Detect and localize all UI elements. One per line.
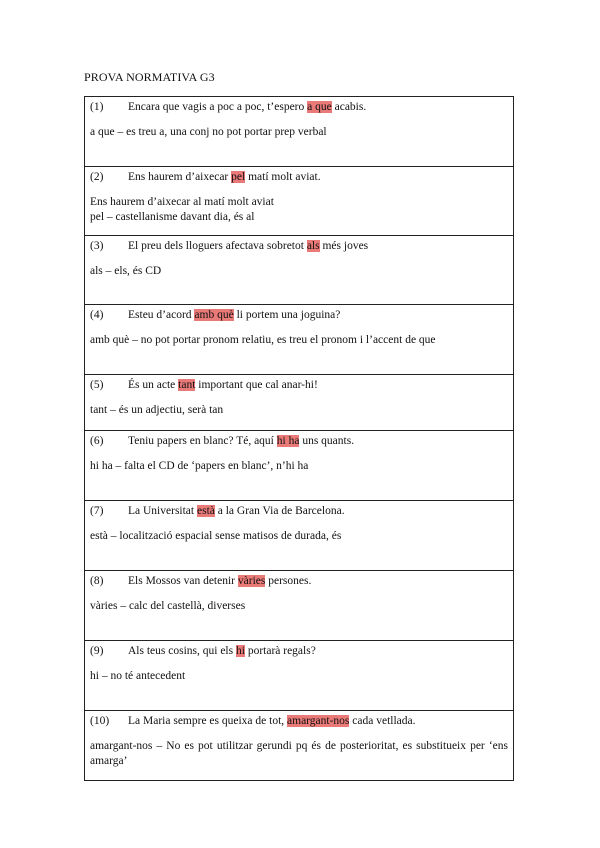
explanation-line: està – localització espacial sense matisos de durada, és — [90, 530, 342, 542]
explanation — [90, 739, 508, 769]
explanation — [90, 669, 508, 684]
table-cell — [85, 236, 514, 305]
sentence-text: És un acte — [128, 379, 179, 391]
highlighted-error: als — [306, 240, 320, 252]
sentence-text: matí molt aviat. — [245, 171, 321, 183]
highlighted-error: vàries — [237, 575, 266, 587]
exercise-table-body — [85, 97, 514, 781]
item-number: (3) — [90, 240, 104, 252]
explanation — [90, 195, 508, 225]
highlighted-error: hi — [235, 645, 245, 657]
table-cell — [85, 97, 514, 167]
sentence — [90, 308, 508, 323]
explanation-line: tant – és un adjectiu, serà tan — [90, 404, 224, 416]
sentence — [90, 714, 508, 729]
sentence-text: La Universitat — [128, 505, 197, 517]
table-cell — [85, 711, 514, 781]
explanation-line: amargant-nos – No es pot utilitzar gerundi pq és de posterioritat, es substitueix per ‘ens amarga’ — [90, 740, 508, 767]
item-number: (9) — [90, 645, 104, 657]
sentence-text: li portem una joguina? — [233, 309, 341, 321]
explanation-line: a que – es treu a, una conj no pot portar prep verbal — [90, 126, 327, 138]
sentence-text: El preu dels lloguers afectava sobretot — [128, 240, 307, 252]
table-row — [85, 431, 514, 501]
table-cell — [85, 431, 514, 501]
sentence-text: Els Mossos van detenir — [128, 575, 238, 587]
sentence — [90, 378, 508, 393]
highlighted-error: amargant-nos — [287, 715, 350, 727]
explanation — [90, 333, 508, 348]
explanation — [90, 125, 508, 140]
sentence — [90, 434, 508, 449]
sentence-text: persones. — [265, 575, 312, 587]
explanation-line: als – els, és CD — [90, 265, 162, 277]
explanation-line: hi – no té antecedent — [90, 670, 186, 682]
sentence — [90, 644, 508, 659]
sentence-text: important que cal anar-hi! — [195, 379, 318, 391]
table-cell — [85, 305, 514, 375]
explanation-line: Ens haurem d’aixecar al matí molt aviat — [90, 196, 274, 208]
table-cell — [85, 641, 514, 711]
sentence-text: La Maria sempre es queixa de tot, — [128, 715, 288, 727]
highlighted-error: està — [196, 505, 215, 517]
table-row — [85, 711, 514, 781]
table-row — [85, 501, 514, 571]
sentence-text: portarà regals? — [244, 645, 316, 657]
table-row — [85, 97, 514, 167]
sentence — [90, 504, 508, 519]
sentence-text: més joves — [319, 240, 369, 252]
item-number: (7) — [90, 505, 104, 517]
sentence-text: acabis. — [331, 101, 367, 113]
exercise-table — [84, 96, 514, 781]
item-number: (4) — [90, 309, 104, 321]
table-row — [85, 375, 514, 431]
explanation — [90, 459, 508, 474]
explanation-line: vàries – calc del castellà, diverses — [90, 600, 246, 612]
table-row — [85, 305, 514, 375]
item-number: (5) — [90, 379, 104, 391]
table-cell — [85, 571, 514, 641]
sentence — [90, 100, 508, 115]
table-cell — [85, 167, 514, 236]
table-row — [85, 167, 514, 236]
explanation-line: hi ha – falta el CD de ‘papers en blanc’, n’hi ha — [90, 460, 309, 472]
explanation-line: pel – castellanisme davant dia, és al — [90, 211, 255, 223]
sentence-text: a la Gran Via de Barcelona. — [214, 505, 345, 517]
page-title: PROVA NORMATIVA G3 — [84, 70, 215, 84]
sentence — [90, 574, 508, 589]
highlighted-error: a que — [307, 101, 332, 113]
sentence-text: cada vetllada. — [349, 715, 416, 727]
table-cell — [85, 375, 514, 431]
sentence-text: uns quants. — [299, 435, 355, 447]
sentence-text: Ens haurem d’aixecar — [128, 171, 232, 183]
item-number: (10) — [90, 715, 110, 727]
item-number: (6) — [90, 435, 104, 447]
sentence-text: Esteu d’acord — [128, 309, 195, 321]
explanation — [90, 599, 508, 614]
item-number: (2) — [90, 171, 104, 183]
explanation — [90, 264, 508, 279]
table-row — [85, 236, 514, 305]
item-number: (1) — [90, 101, 104, 113]
table-cell — [85, 501, 514, 571]
highlighted-error: tant — [178, 379, 196, 391]
sentence-text: Teniu papers en blanc? Té, aquí — [128, 435, 277, 447]
explanation-line: amb què – no pot portar pronom relatiu, es treu el pronom i l’accent de que — [90, 334, 436, 346]
highlighted-error: pel — [231, 171, 246, 183]
table-row — [85, 571, 514, 641]
sentence-text: Encara que vagis a poc a poc, t’espero — [128, 101, 308, 113]
sentence — [90, 170, 508, 185]
explanation — [90, 529, 508, 544]
explanation — [90, 403, 508, 418]
sentence-text: Als teus cosins, qui els — [128, 645, 236, 657]
highlighted-error: hi ha — [276, 435, 300, 447]
item-number: (8) — [90, 575, 104, 587]
highlighted-error: amb què — [194, 309, 234, 321]
sentence — [90, 239, 508, 254]
table-row — [85, 641, 514, 711]
